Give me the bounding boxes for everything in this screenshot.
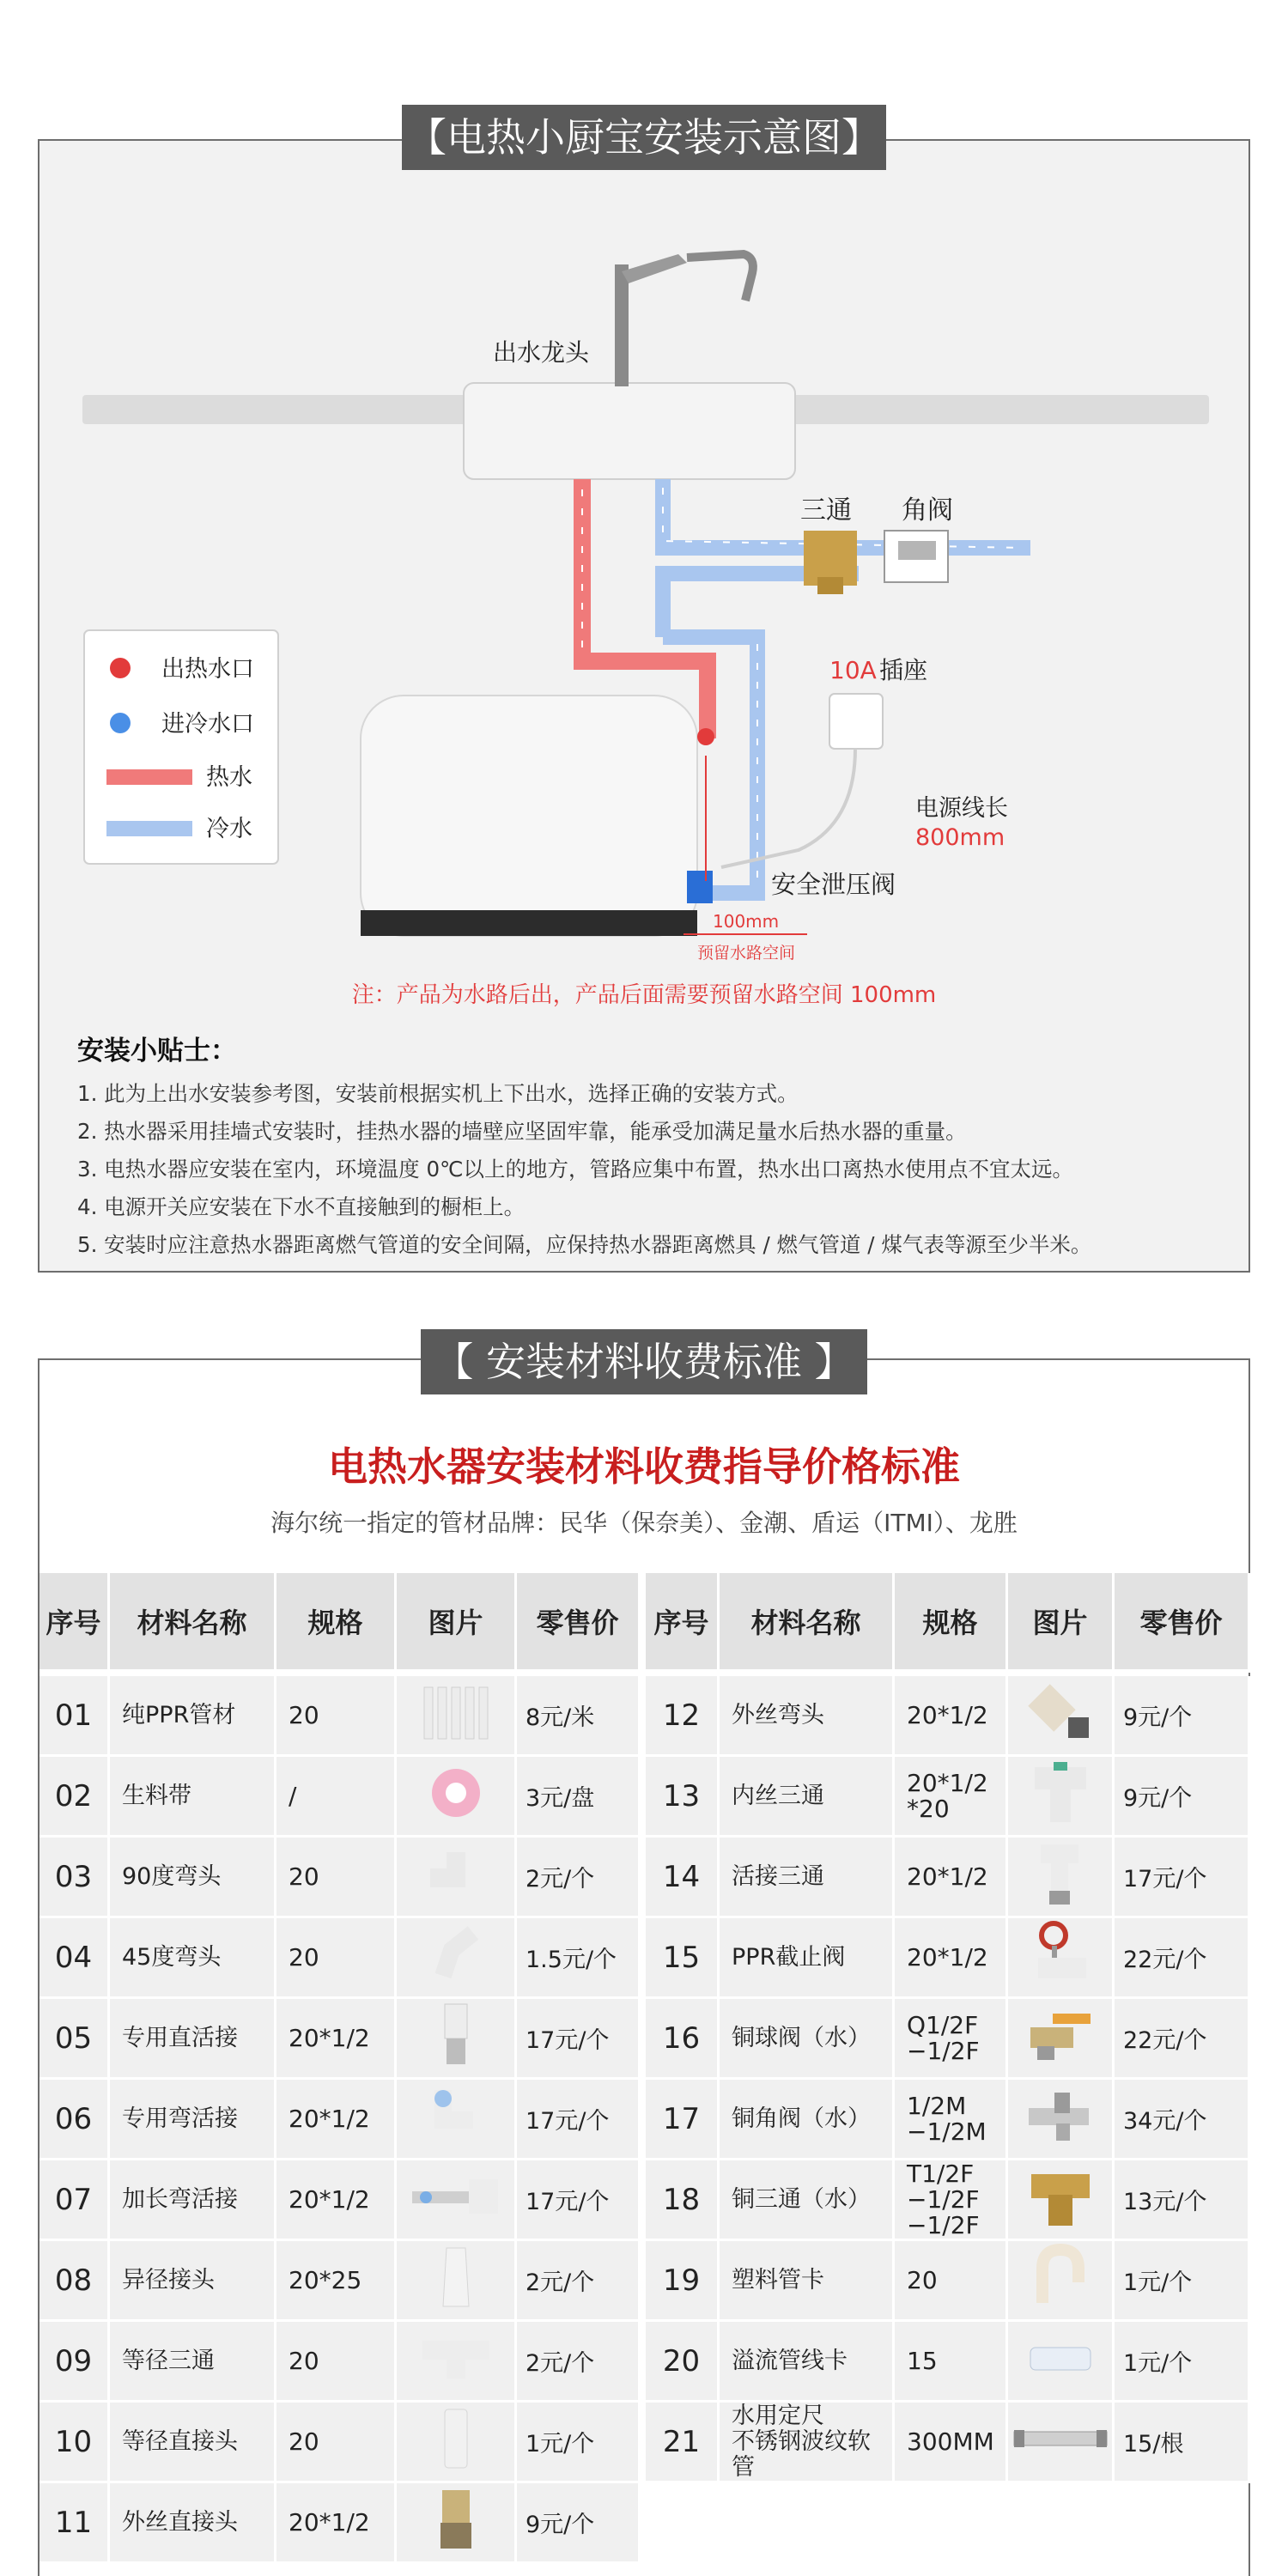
- header-picture: 图片: [397, 1573, 517, 1669]
- material-name: 外丝直接头: [110, 2483, 276, 2564]
- tips-title: 安装小贴士：: [77, 1036, 237, 1066]
- retail-price: 1元/个: [517, 2403, 641, 2483]
- material-picture: [397, 1999, 517, 2080]
- material-name: 生料带: [110, 1757, 276, 1838]
- row-number: 21: [646, 2403, 720, 2483]
- table-row: [39, 2322, 641, 2403]
- table-row: [646, 1918, 1250, 1999]
- hot-water-legend-icon: [106, 769, 192, 785]
- material-spec: 20: [276, 2322, 397, 2403]
- header-picture: 图片: [1008, 1573, 1115, 1669]
- angle-valve-label: 角阀: [902, 495, 953, 526]
- retail-price: 22元/个: [1115, 1918, 1250, 1999]
- corrugated-hose-icon: [1009, 2421, 1112, 2462]
- material-spec: 15: [895, 2322, 1008, 2403]
- reducer-icon: [434, 2243, 477, 2318]
- reserved-space-label: 预留水路空间: [697, 944, 796, 963]
- elbow-union-icon: [426, 2081, 486, 2156]
- row-number: 04: [39, 1918, 110, 1999]
- socket-rating: 10A: [829, 656, 877, 684]
- material-name: 等径直接头: [110, 2403, 276, 2483]
- sink: [464, 383, 795, 479]
- ball-valve-icon: [1022, 2005, 1099, 2071]
- retail-price: 2元/个: [517, 2241, 641, 2322]
- material-picture: [1008, 1999, 1115, 2080]
- ppr-pipes-icon: [417, 1682, 495, 1748]
- retail-price: 1元/个: [1115, 2241, 1250, 2322]
- material-spec: 20*1/2: [276, 2080, 397, 2160]
- dim-100-label: 100mm: [713, 911, 780, 932]
- table-row: [646, 1999, 1250, 2080]
- retail-price: 17元/个: [517, 2080, 641, 2160]
- price-standard-title: 电热水器安装材料收费指导价格标准: [328, 1443, 960, 1490]
- material-picture: [1008, 1757, 1115, 1838]
- row-number: 17: [646, 2080, 720, 2160]
- material-name: 铜球阀（水）: [720, 1999, 895, 2080]
- power-cord-label: 电源线长: [915, 795, 1008, 822]
- material-picture: [1008, 2403, 1115, 2483]
- row-number: 09: [39, 2322, 110, 2403]
- header-price: 零售价: [1115, 1573, 1250, 1669]
- straight-coupling-icon: [434, 2404, 477, 2479]
- row-number: 18: [646, 2160, 720, 2241]
- material-spec: 20: [276, 1676, 397, 1757]
- relief-valve-label: 安全泄压阀: [771, 870, 896, 899]
- material-picture: [1008, 2322, 1115, 2403]
- tee-label: 三通: [800, 495, 852, 526]
- pipe-clip-icon: [1030, 2243, 1091, 2318]
- table-row: [39, 2403, 641, 2483]
- installation-diagram: [0, 0, 1288, 970]
- retail-price: 17元/个: [517, 2160, 641, 2241]
- material-spec: 20: [276, 1838, 397, 1918]
- row-number: 01: [39, 1676, 110, 1757]
- material-picture: [397, 2483, 517, 2564]
- legend: [84, 630, 278, 864]
- header-name: 材料名称: [720, 1573, 895, 1669]
- material-name: 45度弯头: [110, 1918, 276, 1999]
- row-number: 16: [646, 1999, 720, 2080]
- table-header-left: [39, 1573, 641, 1673]
- material-spec: 20*1/2: [895, 1918, 1008, 1999]
- material-picture: [1008, 2241, 1115, 2322]
- brass-tee-icon: [1026, 2162, 1095, 2237]
- material-name: 加长弯活接: [110, 2160, 276, 2241]
- hot-outlet-legend-icon: [110, 658, 131, 678]
- material-picture: [1008, 2080, 1115, 2160]
- materials-section-title: 【 安装材料收费标准 】: [421, 1329, 867, 1394]
- material-picture: [1008, 1918, 1115, 1999]
- retail-price: 2元/个: [517, 1838, 641, 1918]
- retail-price: 3元/盘: [517, 1757, 641, 1838]
- row-number: 11: [39, 2483, 110, 2564]
- faucet-icon: [615, 254, 753, 386]
- retail-price: 9元/个: [517, 2483, 641, 2564]
- header-spec: 规格: [895, 1573, 1008, 1669]
- retail-price: 2元/个: [517, 2322, 641, 2403]
- retail-price: 1.5元/个: [517, 1918, 641, 1999]
- material-name: 专用弯活接: [110, 2080, 276, 2160]
- power-cord: [721, 749, 855, 867]
- overflow-clip-icon: [1022, 2332, 1099, 2390]
- materials-table-right: [646, 1676, 1250, 2483]
- male-elbow-icon: [1022, 1678, 1099, 1753]
- table-row: [646, 1838, 1250, 1918]
- material-picture: [397, 2080, 517, 2160]
- stop-valve-icon: [1026, 1920, 1095, 1995]
- material-picture: [1008, 2160, 1115, 2241]
- table-row: [39, 1999, 641, 2080]
- row-number: 07: [39, 2160, 110, 2241]
- retail-price: 22元/个: [1115, 1999, 1250, 2080]
- table-row: [646, 2160, 1250, 2241]
- legend-hot-outlet: 出热水口: [161, 656, 254, 683]
- material-spec: 20*1/2: [895, 1838, 1008, 1918]
- equal-tee-icon: [417, 2332, 495, 2390]
- row-number: 05: [39, 1999, 110, 2080]
- material-picture: [397, 2322, 517, 2403]
- material-spec: 20: [895, 2241, 1008, 2322]
- retail-price: 17元/个: [517, 1999, 641, 2080]
- cold-water-legend-icon: [106, 821, 192, 836]
- diagram-section-title: 【电热小厨宝安装示意图】: [402, 105, 886, 170]
- material-spec: 20*1/2: [895, 1676, 1008, 1757]
- table-row: [646, 2241, 1250, 2322]
- material-picture: [397, 2403, 517, 2483]
- socket-label: 插座: [879, 656, 928, 684]
- row-number: 03: [39, 1838, 110, 1918]
- material-spec: /: [276, 1757, 397, 1838]
- retail-price: 17元/个: [1115, 1838, 1250, 1918]
- tip-item: 3. 电热水器应安装在室内，环境温度 0℃以上的地方，管路应集中布置，热水出口离热水使用点不宜太远。: [77, 1157, 1074, 1182]
- header-no: 序号: [39, 1573, 110, 1669]
- table-row: [39, 2160, 641, 2241]
- table-row: [39, 2080, 641, 2160]
- row-number: 19: [646, 2241, 720, 2322]
- retail-price: 8元/米: [517, 1676, 641, 1757]
- material-spec: 20*1/2: [276, 2483, 397, 2564]
- angle-valve-icon: [884, 531, 948, 582]
- socket-icon: [829, 694, 883, 749]
- long-elbow-union-icon: [409, 2171, 503, 2228]
- material-spec: 20*1/2 *20: [895, 1757, 1008, 1838]
- reserved-space-note: 注：产品为水路后出，产品后面需要预留水路空间 100mm: [351, 982, 937, 1008]
- material-spec: Q1/2F −1/2F: [895, 1999, 1008, 2080]
- cold-inlet-port: [687, 871, 713, 903]
- material-spec: 1/2M −1/2M: [895, 2080, 1008, 2160]
- table-row: [39, 1838, 641, 1918]
- retail-price: 1元/个: [1115, 2322, 1250, 2403]
- elbow-45-icon: [426, 1924, 486, 1990]
- material-name: PPR截止阀: [720, 1918, 895, 1999]
- material-spec: 20: [276, 2403, 397, 2483]
- legend-cold-inlet: 进冷水口: [161, 711, 254, 738]
- straight-union-icon: [434, 2001, 477, 2075]
- retail-price: 9元/个: [1115, 1676, 1250, 1757]
- water-heater-unit: [361, 696, 714, 936]
- row-number: 08: [39, 2241, 110, 2322]
- cold-inlet-legend-icon: [110, 713, 131, 733]
- material-spec: 20*1/2: [276, 2160, 397, 2241]
- table-row: [646, 1676, 1250, 1757]
- tip-item: 5. 安装时应注意热水器距离燃气管道的安全间隔，应保持热水器距离燃具 / 燃气管道 / 煤气表等源至少半米。: [77, 1232, 1092, 1257]
- material-name: 水用定尺 不锈钢波纹软管: [720, 2403, 895, 2483]
- material-picture: [397, 1838, 517, 1918]
- material-name: 纯PPR管材: [110, 1676, 276, 1757]
- table-row: [646, 2403, 1250, 2483]
- material-spec: 20*25: [276, 2241, 397, 2322]
- table-row: [646, 2080, 1250, 2160]
- material-name: 活接三通: [720, 1838, 895, 1918]
- header-price: 零售价: [517, 1573, 641, 1669]
- hot-outlet-dot: [697, 728, 714, 745]
- row-number: 14: [646, 1838, 720, 1918]
- retail-price: 34元/个: [1115, 2080, 1250, 2160]
- material-name: 专用直活接: [110, 1999, 276, 2080]
- brand-list: 海尔统一指定的管材品牌：民华（保奈美）、金潮、盾运（ITMI）、龙胜: [270, 1509, 1018, 1537]
- table-row: [39, 1918, 641, 1999]
- retail-price: 15/根: [1115, 2403, 1250, 2483]
- tip-item: 2. 热水器采用挂墙式安装时，挂热水器的墙壁应坚固牢靠，能承受加满足量水后热水器的重量。: [77, 1119, 967, 1144]
- material-name: 外丝弯头: [720, 1676, 895, 1757]
- tips-list: [77, 1075, 1236, 1264]
- material-name: 90度弯头: [110, 1838, 276, 1918]
- material-picture: [397, 1757, 517, 1838]
- row-number: 12: [646, 1676, 720, 1757]
- row-number: 10: [39, 2403, 110, 2483]
- material-name: 异径接头: [110, 2241, 276, 2322]
- header-no: 序号: [646, 1573, 720, 1669]
- legend-hot-water: 热水: [206, 764, 252, 791]
- material-picture: [397, 1676, 517, 1757]
- materials-table-left: [39, 1676, 641, 2564]
- union-tee-icon: [1030, 1839, 1091, 1914]
- material-picture: [397, 1918, 517, 1999]
- table-row: [39, 1757, 641, 1838]
- tee-fitting-icon: [804, 531, 857, 594]
- material-spec: 300MM: [895, 2403, 1008, 2483]
- elbow-90-icon: [422, 1844, 490, 1910]
- row-number: 15: [646, 1918, 720, 1999]
- material-picture: [1008, 1838, 1115, 1918]
- material-spec: 20: [276, 1918, 397, 1999]
- header-name: 材料名称: [110, 1573, 276, 1669]
- ptfe-tape-icon: [426, 1763, 486, 1829]
- material-spec: 20*1/2: [276, 1999, 397, 2080]
- material-spec: T1/2F −1/2F −1/2F: [895, 2160, 1008, 2241]
- table-row: [646, 2322, 1250, 2403]
- row-number: 13: [646, 1757, 720, 1838]
- table-row: [39, 2241, 641, 2322]
- material-name: 内丝三通: [720, 1757, 895, 1838]
- material-picture: [397, 2241, 517, 2322]
- material-name: 溢流管线卡: [720, 2322, 895, 2403]
- power-cord-length: 800mm: [915, 824, 1005, 851]
- male-coupling-icon: [430, 2485, 482, 2560]
- retail-price: 9元/个: [1115, 1757, 1250, 1838]
- female-tee-icon: [1026, 1759, 1095, 1833]
- table-header-right: [646, 1573, 1250, 1673]
- header-spec: 规格: [276, 1573, 397, 1669]
- row-number: 02: [39, 1757, 110, 1838]
- material-name: 等径三通: [110, 2322, 276, 2403]
- table-row: [39, 1676, 641, 1757]
- faucet-label: 出水龙头: [493, 338, 590, 367]
- material-name: 铜角阀（水）: [720, 2080, 895, 2160]
- retail-price: 13元/个: [1115, 2160, 1250, 2241]
- material-name: 塑料管卡: [720, 2241, 895, 2322]
- material-name: 铜三通（水）: [720, 2160, 895, 2241]
- tip-item: 4. 电源开关应安装在下水不直接触到的橱柜上。: [77, 1194, 526, 1219]
- table-row: [646, 1757, 1250, 1838]
- row-number: 06: [39, 2080, 110, 2160]
- angle-valve-icon: [1022, 2086, 1099, 2152]
- material-picture: [1008, 1676, 1115, 1757]
- tip-item: 1. 此为上出水安装参考图，安装前根据实机上下出水，选择正确的安装方式。: [77, 1081, 799, 1106]
- legend-cold-water: 冷水: [206, 816, 252, 842]
- material-picture: [397, 2160, 517, 2241]
- table-row: [39, 2483, 641, 2564]
- row-number: 20: [646, 2322, 720, 2403]
